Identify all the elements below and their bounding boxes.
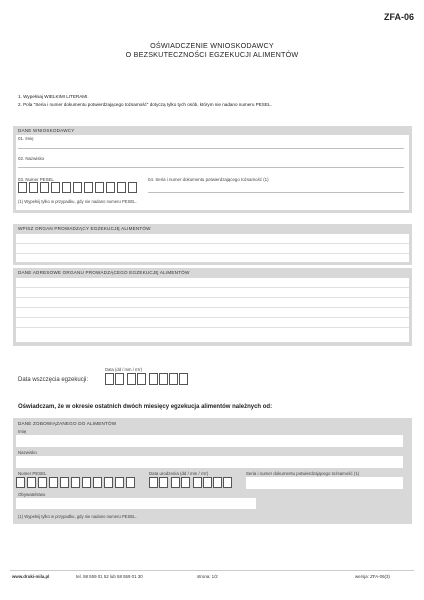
pesel-digit-box[interactable] bbox=[27, 477, 36, 488]
page-subtitle: O BEZSKUTECZNOŚCI EGZEKUCJI ALIMENTÓW bbox=[125, 50, 299, 59]
address-section bbox=[13, 268, 412, 346]
pesel-digit-box[interactable] bbox=[73, 182, 82, 193]
id-doc-field[interactable] bbox=[148, 192, 404, 193]
page-title: OŚWIADCZENIE WNIOSKODAWCY bbox=[150, 41, 274, 50]
debtor-birth-date-label: Data urodzenia (dd / mm / rrrr) bbox=[149, 471, 209, 476]
pesel-digit-box[interactable] bbox=[128, 182, 137, 193]
debtor-citizenship-field[interactable] bbox=[16, 498, 256, 509]
debtor-section bbox=[13, 418, 412, 524]
pesel-label: 03. Numer PESEL bbox=[18, 177, 54, 182]
pesel-digit-box[interactable] bbox=[16, 477, 25, 488]
address-line bbox=[16, 287, 409, 288]
pesel-digit-box[interactable] bbox=[60, 477, 69, 488]
debtor-citizenship-label: Obywatelstwo bbox=[18, 492, 46, 497]
date-digit-box[interactable] bbox=[181, 477, 190, 488]
date-digit-box[interactable] bbox=[159, 477, 168, 488]
pesel-digit-box[interactable] bbox=[95, 182, 104, 193]
pesel-digit-box[interactable] bbox=[29, 182, 38, 193]
debtor-pesel-label: Numer PESEL bbox=[18, 471, 47, 476]
date-digit-box[interactable] bbox=[115, 373, 124, 385]
debtor-note: (1) Wypełnij tylko w przypadku, gdy nie nadano numeru PESEL. bbox=[18, 514, 137, 519]
applicant-note: (1) Wypełnij tylko w przypadku, gdy nie nadano numeru PESEL. bbox=[18, 199, 137, 204]
pesel-boxes[interactable] bbox=[18, 182, 143, 194]
form-code: ZFA-06 bbox=[383, 12, 414, 22]
debtor-id-doc-field[interactable] bbox=[246, 477, 403, 489]
last-name-field[interactable] bbox=[18, 167, 404, 168]
footer-version: wersja: ZFA-06(3) bbox=[355, 574, 390, 579]
debtor-id-doc-label: Seria i numer dokumentu potwierdzającego tożsamość (1) bbox=[246, 471, 360, 476]
pesel-digit-box[interactable] bbox=[40, 182, 49, 193]
date-digit-box[interactable] bbox=[193, 477, 202, 488]
pesel-digit-box[interactable] bbox=[115, 477, 124, 488]
enforcement-date-caption: Data (dd / mm / rrrr) bbox=[105, 367, 142, 372]
footer-divider bbox=[10, 570, 414, 571]
debtor-last-name-field[interactable] bbox=[16, 456, 403, 468]
instruction-1: 1. Wypełniaj WIELKIMI LITERAMI. bbox=[18, 94, 89, 99]
address-field[interactable] bbox=[16, 278, 409, 342]
authority-line bbox=[16, 243, 409, 244]
pesel-digit-box[interactable] bbox=[93, 477, 102, 488]
footer-phone: tel. 58 559 01 52 lub 58 559 01 30 bbox=[76, 574, 143, 579]
date-digit-box[interactable] bbox=[127, 373, 136, 385]
pesel-digit-box[interactable] bbox=[104, 477, 113, 488]
date-digit-box[interactable] bbox=[159, 373, 168, 385]
pesel-digit-box[interactable] bbox=[126, 477, 135, 488]
enforcement-date-boxes[interactable] bbox=[105, 373, 195, 386]
date-digit-box[interactable] bbox=[171, 477, 180, 488]
pesel-digit-box[interactable] bbox=[82, 477, 91, 488]
pesel-digit-box[interactable] bbox=[106, 182, 115, 193]
debtor-pesel-boxes[interactable] bbox=[16, 477, 141, 489]
date-digit-box[interactable] bbox=[149, 373, 158, 385]
first-name-label: 01. Imię bbox=[18, 136, 34, 141]
pesel-digit-box[interactable] bbox=[84, 182, 93, 193]
date-digit-box[interactable] bbox=[203, 477, 212, 488]
debtor-first-name-label: Imię bbox=[18, 429, 27, 434]
address-line bbox=[16, 297, 409, 298]
pesel-digit-box[interactable] bbox=[18, 182, 27, 193]
date-digit-box[interactable] bbox=[105, 373, 114, 385]
debtor-section-header: DANE ZOBOWIĄZANEGO DO ALIMENTÓW bbox=[18, 421, 117, 426]
pesel-digit-box[interactable] bbox=[49, 477, 58, 488]
applicant-section-header: DANE WNIOSKODAWCY bbox=[18, 128, 75, 133]
address-line bbox=[16, 317, 409, 318]
authority-line bbox=[16, 253, 409, 254]
applicant-section bbox=[13, 126, 412, 213]
debtor-birth-date-boxes[interactable] bbox=[149, 477, 241, 489]
date-digit-box[interactable] bbox=[223, 477, 232, 488]
address-line bbox=[16, 327, 409, 328]
address-line bbox=[16, 307, 409, 308]
address-section-header: DANE ADRESOWE ORGANU PROWADZĄCEGO EGZEKUCJĘ ALIMENTÓW bbox=[18, 270, 190, 275]
first-name-field[interactable] bbox=[18, 148, 404, 149]
date-digit-box[interactable] bbox=[149, 477, 158, 488]
date-digit-box[interactable] bbox=[169, 373, 178, 385]
authority-section-header: WPISZ ORGAN PROWADZĄCY EGZEKUCJĘ ALIMENTÓW bbox=[18, 226, 151, 231]
debtor-last-name-label: Nazwisko bbox=[18, 450, 37, 455]
enforcement-date-label: Data wszczęcia egzekucji: bbox=[18, 377, 89, 383]
footer-page: strona: 1/2 bbox=[197, 574, 218, 579]
date-digit-box[interactable] bbox=[213, 477, 222, 488]
authority-section bbox=[13, 224, 412, 265]
pesel-digit-box[interactable] bbox=[71, 477, 80, 488]
instruction-2: 2. Pola "Seria i numer dokumentu potwierdzającego tożsamość" dotyczą tylko tych osób, którym nie nadano numeru PESEL. bbox=[18, 102, 272, 107]
pesel-digit-box[interactable] bbox=[51, 182, 60, 193]
applicant-fields bbox=[16, 135, 409, 210]
date-digit-box[interactable] bbox=[137, 373, 146, 385]
pesel-digit-box[interactable] bbox=[38, 477, 47, 488]
declaration-text: Oświadczam, że w okresie ostatnich dwóch miesięcy egzekucja alimentów należnych od: bbox=[18, 404, 273, 410]
authority-field[interactable] bbox=[16, 234, 409, 262]
debtor-first-name-field[interactable] bbox=[16, 435, 403, 447]
pesel-digit-box[interactable] bbox=[117, 182, 126, 193]
id-doc-label: 04. Seria i numer dokumentu potwierdzającego tożsamość (1) bbox=[148, 177, 269, 182]
pesel-digit-box[interactable] bbox=[62, 182, 71, 193]
last-name-label: 02. Nazwisko bbox=[18, 156, 45, 161]
footer-website[interactable]: www.druki-mila.pl bbox=[12, 574, 50, 579]
date-digit-box[interactable] bbox=[179, 373, 188, 385]
